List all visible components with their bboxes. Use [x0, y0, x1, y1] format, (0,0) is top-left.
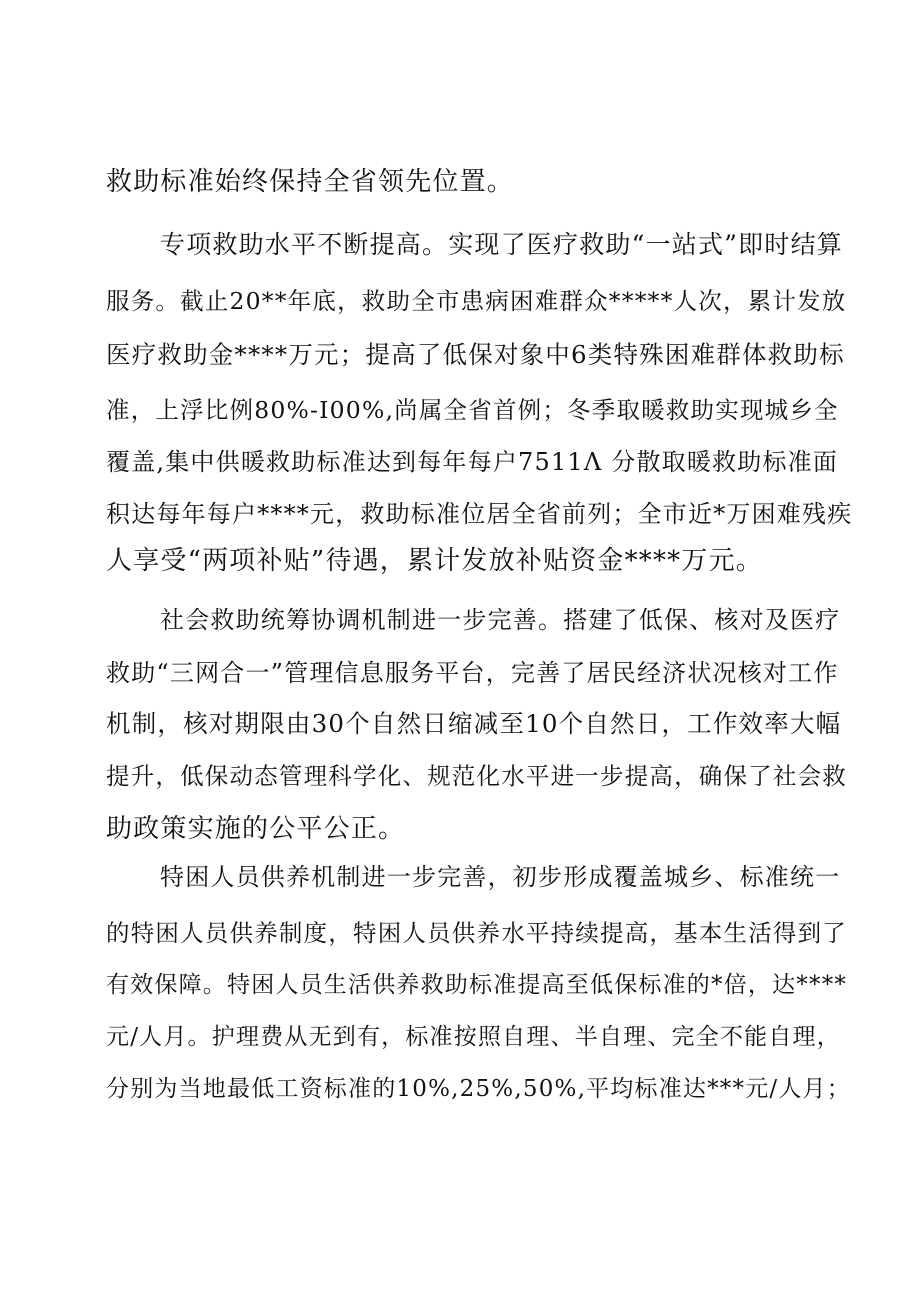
text-line: 有效保障。特困人员生活供养救助标准提高至低保标准的*倍，达****	[106, 972, 848, 998]
text-line: 救助标准始终保持全省领先位置。	[106, 167, 515, 197]
paragraph-first-line: 专项救助水平不断提高。实现了医疗救助“一站式”即时结算	[160, 230, 843, 259]
text-line: 机制，核对期限由30个自然日缩减至10个自然日，工作效率大幅	[106, 709, 842, 738]
text-line: 助政策实施的公平公正。	[106, 814, 406, 844]
text-line: 准，上浮比例80%-I00%,尚属全省首例；冬季取暖救助实现城乡全	[106, 396, 839, 424]
text-line: 元/人月。护理费从无到有，标准按照自理、半自理、完全不能自理，	[106, 1024, 841, 1050]
text-line: 提升，低保动态管理科学化、规范化水平进一步提高，确保了社会救	[106, 762, 847, 790]
text-line: 医疗救助金****万元；提高了低保对象中6类特殊困难群体救助标	[106, 340, 845, 369]
text-line: 救助“三网合一”管理信息服务平台，完善了居民经济状况核对工作	[106, 659, 839, 687]
paragraph-first-line: 特困人员供养机制进一步完善，初步形成覆盖城乡、标准统一	[160, 863, 841, 891]
text-line: 的特困人员供养制度，特困人员供养水平持续提高，基本生活得到了	[106, 919, 847, 947]
text-line: 服务。截止20**年底，救助全市患病困难群众*****人次，累计发放	[106, 287, 847, 315]
text-line: 覆盖,集中供暖救助标准达到每年每户7511Λ 分散取暖救助标准面	[106, 448, 839, 476]
text-line: 人享受“两项补贴”待遇，累计发放补贴资金****万元。	[106, 546, 763, 576]
text-line: 积达每年每户****元，救助标准位居全省前列；全市近*万困难残疾	[106, 500, 853, 528]
text-line: 分别为当地最低工资标准的10%,25%,50%,平均标准达***元/人月；	[106, 1076, 851, 1102]
paragraph-first-line: 社会救助统筹协调机制进一步完善。搭建了低保、核对及医疗	[160, 606, 841, 634]
